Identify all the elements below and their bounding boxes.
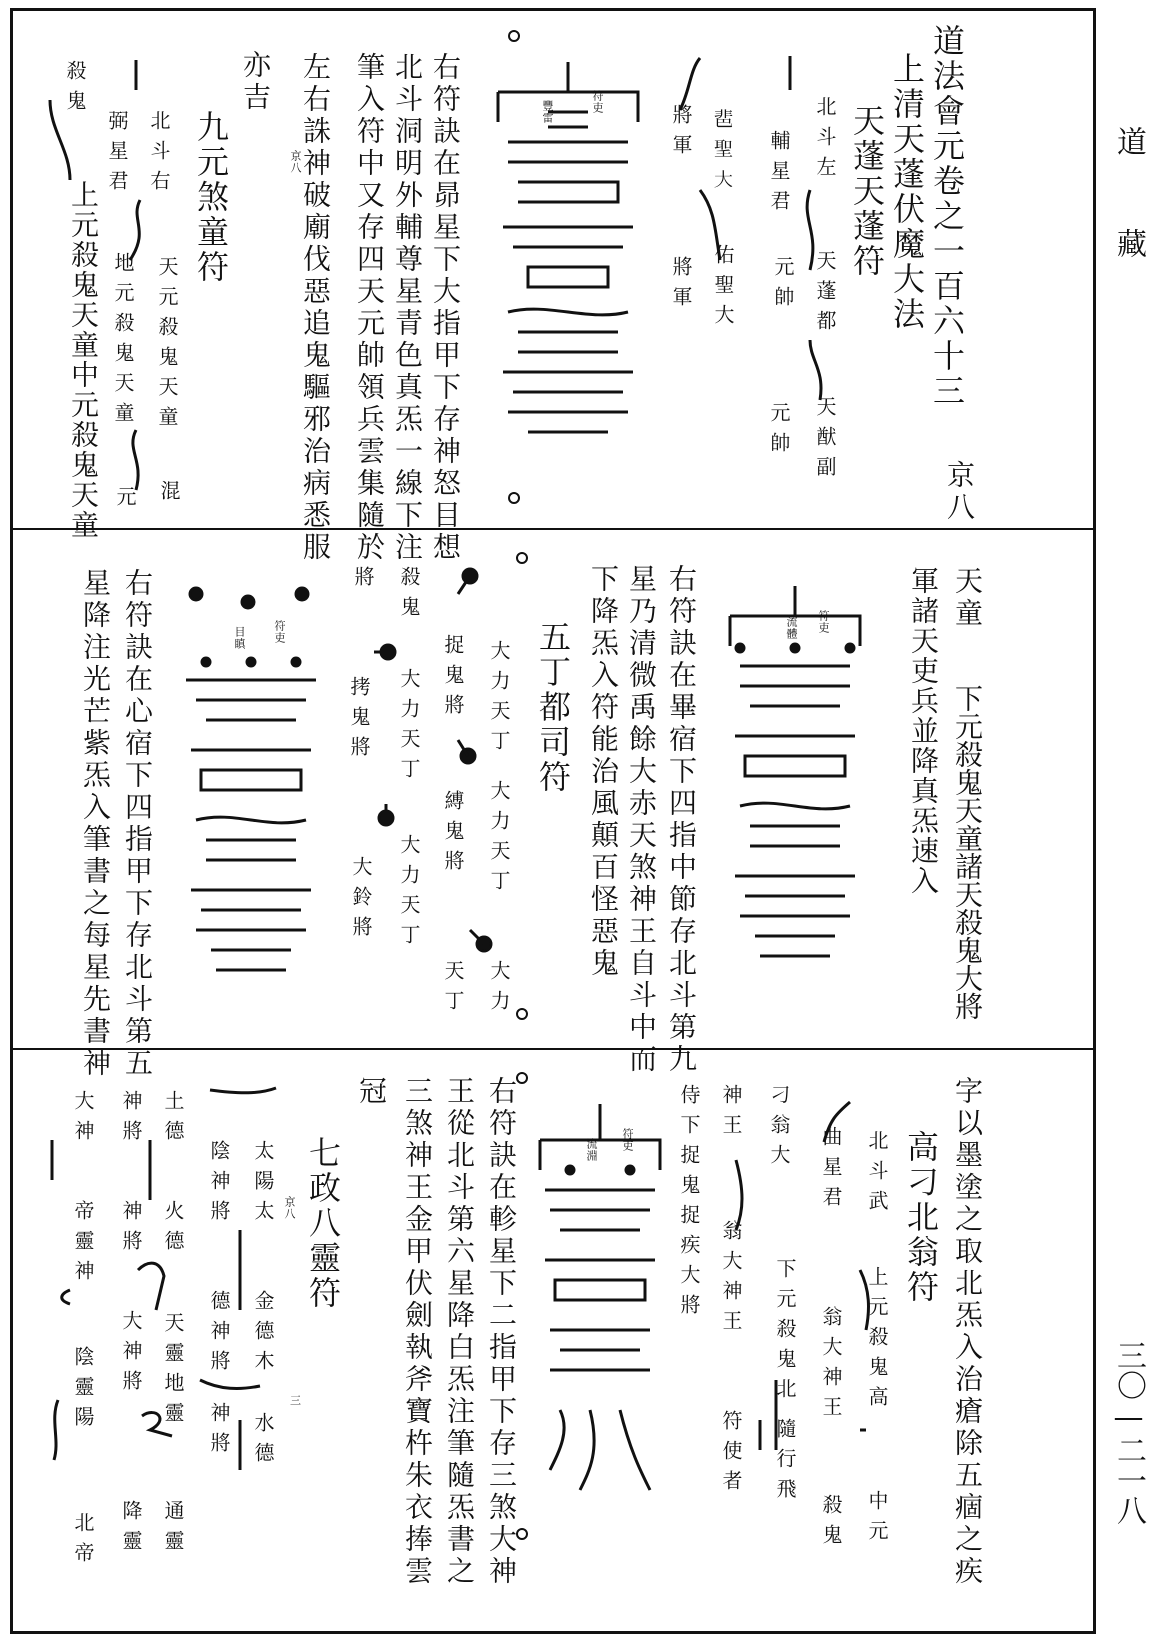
- spirit-dashen: 大神: [71, 1090, 95, 1150]
- general-kaogui: 拷鬼將: [347, 676, 371, 766]
- spirit-jinde-mu: 金德木: [251, 1290, 275, 1380]
- general-dali-1: 大力天丁: [487, 640, 511, 760]
- deity-yuan: 元: [113, 486, 137, 516]
- general-zhuogui: 捉鬼將: [441, 634, 465, 724]
- spirit-de-shenjiang: 德神將: [207, 1290, 231, 1380]
- spirit-taiyang: 太陽太: [251, 1140, 275, 1230]
- book-title: 道法會元卷之一百六十三: [928, 24, 966, 409]
- num-mark: 三: [290, 1394, 301, 1407]
- deity-jiangjun-1: 將軍: [669, 104, 693, 164]
- instruction2-line-2: 星降注光芒紫炁入筆書之每星先書神: [79, 568, 112, 1080]
- talisman-label-fuli: 符吏: [817, 610, 830, 634]
- spirit-tude: 土德: [161, 1090, 185, 1150]
- binding-hole: [508, 492, 520, 504]
- talisman-name: 天蓬天蓬符: [848, 104, 886, 279]
- spirit-fushi: 符使者: [719, 1410, 743, 1500]
- spirit-shenjiang-2: 神將: [119, 1090, 143, 1150]
- instruction-line-3: 下降炁入符能治風顛百怪惡鬼: [587, 564, 620, 980]
- text-jun: 軍諸天吏兵並降真炁速入: [907, 566, 940, 896]
- spirit-tianling-diling: 天靈地靈: [161, 1312, 185, 1432]
- spirit-shenjiang: 神將: [207, 1402, 231, 1462]
- general-fugui: 縛鬼將: [441, 790, 465, 880]
- page-code: 京八: [943, 460, 976, 524]
- bracket-lines-panel1b: [40, 50, 160, 520]
- bracket-lines-panel3b: [40, 1080, 280, 1560]
- spirit-tongling: 通靈: [161, 1500, 185, 1560]
- deity-shangyuan: 上元殺鬼天童中元殺鬼天童: [67, 180, 100, 540]
- deity-youshen-da: 佑聖大: [711, 244, 735, 334]
- panel-divider-2: [10, 1048, 1096, 1050]
- general-shagui: 殺鬼: [397, 566, 421, 626]
- bracket-lines-panel1: [660, 50, 860, 450]
- general-tianding: 天丁: [441, 960, 465, 1020]
- talisman-panel3-a: [530, 1090, 670, 1510]
- talisman-label-side: 豐雷: [541, 100, 554, 124]
- talisman-label-side: 流體: [785, 616, 798, 640]
- spirit-huode: 火德: [161, 1200, 185, 1260]
- spirit-weng-da-shenwang: 翁大神王: [719, 1220, 743, 1340]
- spirit-wengda-shenwang: 翁大神王: [819, 1306, 843, 1426]
- binding-hole: [516, 1008, 528, 1020]
- text-guan: 冠: [355, 1076, 388, 1108]
- method-title: 上清天蓬伏魔大法: [888, 52, 926, 332]
- talisman-label-fuli: 符吏: [591, 90, 604, 114]
- deity-diyuan: 地元殺鬼天童: [111, 252, 135, 432]
- binding-hole: [508, 30, 520, 42]
- talisman-panel2-b: [176, 580, 326, 990]
- instruction3-line-1: 右符訣在軫星下二指甲下存三煞大神: [485, 1076, 518, 1588]
- deity-beidou-zuo: 北斗左: [813, 96, 837, 186]
- deity-tianyou-fu: 天猷副: [813, 396, 837, 486]
- spirit-yin-shenjiang: 陰神將: [207, 1140, 231, 1230]
- yiji-text: 亦吉: [239, 50, 272, 114]
- talisman-name-gaodiao: 高刁北翁符: [902, 1130, 940, 1305]
- text-tiantong: 天童: [951, 566, 984, 630]
- deity-tianpeng-du: 天蓬都: [813, 250, 837, 340]
- talisman-name-qizheng: 七政八靈符: [304, 1136, 342, 1311]
- general-markers: [370, 560, 500, 960]
- talisman-note: 京八: [283, 1196, 296, 1220]
- deity-hun: 混: [157, 480, 181, 510]
- spirit-shuide: 水德: [251, 1412, 275, 1472]
- general-dali-3: 大力天丁: [397, 668, 421, 788]
- general-dahe: 大鈴將: [349, 856, 373, 946]
- text-xiayuan: 下元殺鬼天童諸天殺鬼大將: [951, 684, 984, 1020]
- spirit-dilin-shen: 帝靈神: [71, 1200, 95, 1290]
- talisman-panel2-a: [720, 576, 870, 976]
- deity-fuxing-jun: 輔星君: [767, 130, 791, 220]
- panel-divider-1: [10, 528, 1096, 530]
- deity-yuanshuai-2: 元帥: [767, 402, 791, 462]
- general-dali-4: 大力天丁: [397, 834, 421, 954]
- spirit-xiayuan: 下元殺鬼北: [773, 1258, 797, 1408]
- instruction-line-3: 筆入符中又存四天元帥領兵雲集隨於: [353, 52, 386, 564]
- instruction-line-4: 左右誅神破廟伐惡追鬼驅邪治病悉服: [299, 52, 332, 564]
- instruction-line-1: 右符訣在畢宿下四指中節存北斗第九: [665, 564, 698, 1076]
- spirit-yinling-yang: 陰靈陽: [71, 1346, 95, 1436]
- deity-tianyuan: 天元殺鬼天童: [155, 256, 179, 436]
- instruction3-line-3: 三煞神王金甲伏劍執斧寶杵朱衣捧雲: [401, 1076, 434, 1588]
- page-number: 三〇—二一八: [1111, 1340, 1146, 1525]
- talisman-label-side: 目瞋: [233, 626, 246, 650]
- talisman-tianpeng: [488, 52, 648, 452]
- spirit-beidou-wu: 北斗武: [865, 1130, 889, 1220]
- spirit-shangyuan: 上元殺鬼高: [865, 1266, 889, 1416]
- spirit-jiangling: 降靈: [119, 1500, 143, 1560]
- general-dali-5: 大力: [487, 960, 511, 1020]
- deity-jiangjun-2: 將軍: [669, 256, 693, 316]
- deity-yuanshuai-1: 元帥: [771, 256, 795, 316]
- spirit-shixia: 侍下捉鬼捉疾大將: [677, 1084, 701, 1324]
- spirit-shagui: 殺鬼: [819, 1494, 843, 1554]
- spirit-diao-weng-da: 刁翁大: [767, 1084, 791, 1174]
- collection-mark: 道: [1111, 126, 1146, 156]
- collection-mark-2: 藏: [1111, 228, 1146, 258]
- deity-dongsheng-da: 𩇯聖大: [711, 108, 735, 198]
- general-jiang: 將: [351, 566, 375, 596]
- text-line-1: 字以墨塗之取北炁入治瘡除五痼之疾: [951, 1076, 984, 1588]
- deity-beidou-you: 北斗右: [147, 110, 171, 200]
- spirit-shenwang: 神王: [719, 1084, 743, 1144]
- talisman-label-fuli: 符吏: [273, 620, 286, 644]
- spirit-suixing: 隨行飛: [773, 1418, 797, 1508]
- bracket-lines-panel3: [720, 1090, 880, 1550]
- instruction-line-1: 右符訣在昴星下大指甲下存神怒目想: [429, 52, 462, 564]
- spirit-shenjiang-3: 神將: [119, 1200, 143, 1260]
- talisman-label-fuli: 符吏: [621, 1128, 634, 1152]
- spirit-quxing-jun: 曲星君: [819, 1126, 843, 1216]
- spirit-beidi: 北帝: [71, 1512, 95, 1572]
- deity-bixing-jun: 弼星君: [105, 110, 129, 200]
- spirit-zhongyuan: 中元: [865, 1490, 889, 1550]
- talisman2-name: 九元煞童符: [192, 110, 230, 285]
- talisman-label-side: 流淵: [585, 1138, 598, 1162]
- instruction-note: 京八: [289, 150, 302, 174]
- talisman-name-wuding: 五丁都司符: [534, 620, 572, 795]
- instruction-line-2: 北斗洞明外輔尊星青色真炁一線下注: [391, 52, 424, 564]
- instruction3-line-2: 王從北斗第六星降白炁注筆隨炁書之: [443, 1076, 476, 1588]
- spirit-da-shenjiang: 大神將: [119, 1310, 143, 1400]
- instruction-line-2: 星乃清微禹餘大赤天煞神王自斗中而: [625, 564, 658, 1076]
- general-dali-2: 大力天丁: [487, 780, 511, 900]
- instruction2-line-1: 右符訣在心宿下四指甲下存北斗第五: [121, 568, 154, 1080]
- binding-hole: [516, 552, 528, 564]
- deity-shagui: 殺鬼: [63, 60, 87, 120]
